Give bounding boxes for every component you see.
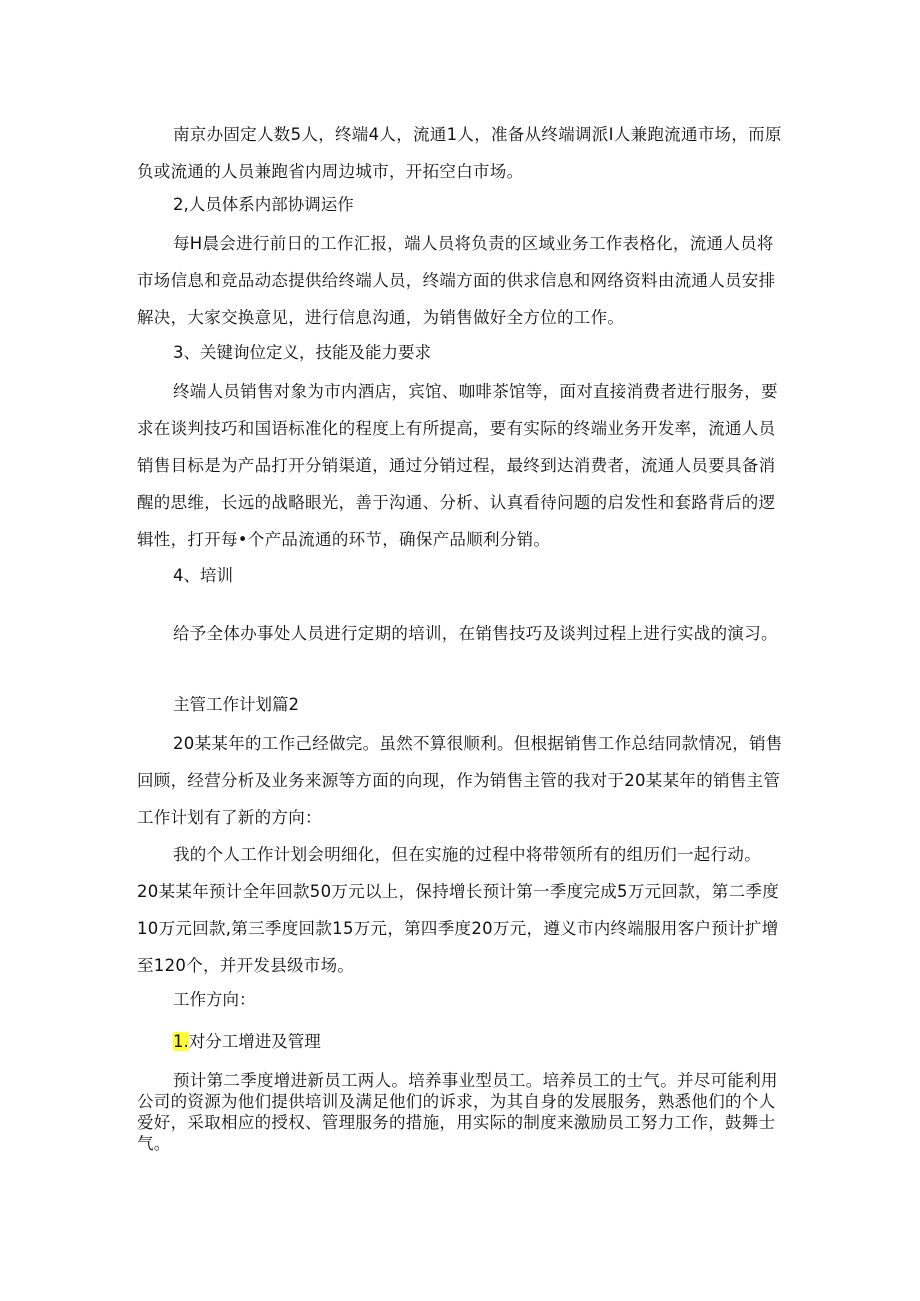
heading-staff-management-text: 对分工增进及管理: [188, 1032, 321, 1051]
paragraph-personal-plan: 我的个人工作计划会明细化，但在实施的过程中将带领所有的组历们一起行动。: [173, 845, 761, 864]
paragraph-training: 给予全体办事处人员进行定期的培训，在销售技巧及谈判过程上进行实战的演习。: [173, 624, 778, 643]
paragraph-revenue-targets: 20某某年预计全年回款50万元以上，保持增长预计第一季度完成5万元回款，第二季度10万元回款,第三季度回款15万元，第四季度20万元，遵义市内终端服用客户预计扩增至120个，并开发县级市场。: [137, 882, 779, 975]
heading-staff-management: [173, 1027, 321, 1057]
paragraph-staffing: 南京办固定人数5人，终端4人，流通1人，准备从终端调派I人兼跑流通市场，而原负或流通的人员兼跑省内周边城市，开拓空白市场。: [137, 125, 782, 181]
highlight-mark: 1.: [173, 1032, 189, 1051]
heading-coordination: 2,人员体系内部协调运作: [173, 195, 354, 214]
heading-plan-part2: 主管工作计划篇2: [173, 695, 299, 714]
paragraph-coordination: 每H晨会进行前日的工作汇报，端人员将负责的区域业务工作表格化，流通人员将市场信息和竞品动态提供给终端人员，终端方面的供求信息和网络资料由流通人员安排解决，大家交换意见，进行信息沟通，为销售做好全方位的工作。: [137, 234, 776, 327]
paragraph-year-review: 20某某年的工作己经做完。虽然不算很顺利。但根据销售工作总结同款情况，销售回顾，经营分析及业务来源等方面的向现，作为销售主管的我对于20某某年的销售主管工作计划有了新的方向：: [137, 734, 783, 827]
heading-training: 4、培训: [173, 566, 233, 585]
heading-work-direction: 工作方向：: [173, 990, 256, 1009]
heading-job-definition: 3、关键询位定义，技能及能力要求: [173, 343, 431, 362]
paragraph-staff-management: 预计第二季度增进新员工两人。培养事业型员工。培养员工的士气。并尽可能利用公司的资源为他们提供培训及满足他们的诉求，为其自身的发展服务，熟悉他们的个人爱好，采取相应的授权、管理服务的措施，用实际的制度来激励员工努力工作，鼓舞士气。: [137, 1071, 778, 1153]
paragraph-job-definition: 终端人员销售对象为市内酒店，宾馆、咖啡茶馆等，面对直接消费者进行服务，要求在谈判技巧和国语标准化的程度上有所提高，要有实际的终端业务开发率，流通人员销售目标是为产品打开分销渠道，通过分销过程，最终到达消费者，流通人员要具备消醒的思维，长远的战略眼光，善于沟通、分析、认真看待问题的启发性和套路背后的逻辑性，打开每•个产品流通的环节，确保产品顺利分销。: [137, 382, 778, 549]
